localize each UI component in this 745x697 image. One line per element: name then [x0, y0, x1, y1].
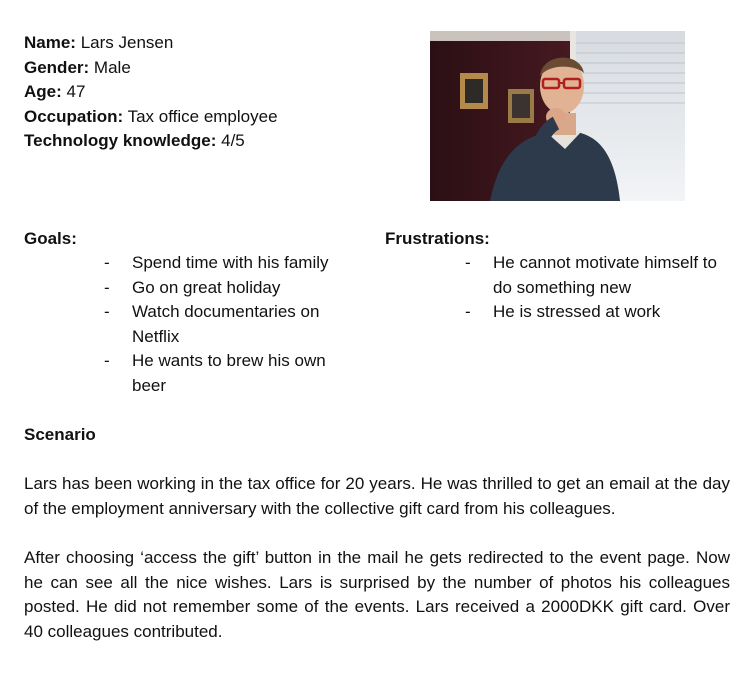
scenario-paragraph: Lars has been working in the tax office for 20 years. He was thrilled to get an email at the day of the employment anniversary with the collective gift card from his colleagues. — [24, 474, 730, 518]
tech-knowledge-row — [24, 129, 278, 154]
persona-photo — [430, 31, 685, 201]
tech-knowledge-value: 4/5 — [221, 131, 245, 150]
scenario-paragraph: After choosing ‘access the gift’ button in the mail he gets redirected to the event page. Now he can see all the nice wishes. Lars is surprised by the number of photos his colleagues posted. He did not remember some of the events. Lars received a 2000DKK gift card. Over 40 colleagues contributed. — [24, 548, 730, 641]
age-row — [24, 80, 278, 105]
goals-heading: Goals: — [24, 229, 77, 248]
frustrations-heading: Frustrations: — [385, 229, 490, 248]
occupation-value: Tax office employee — [127, 106, 278, 126]
scenario-heading: Scenario — [24, 425, 96, 444]
tech-knowledge-label: Technology knowledge: — [24, 131, 217, 150]
list-item: - Spend time with his family — [104, 251, 354, 276]
gender-row — [24, 56, 278, 81]
age-label: Age: — [24, 82, 62, 101]
persona-photo-illustration — [430, 31, 685, 201]
persona-info — [24, 31, 278, 154]
age-value: 47 — [66, 82, 86, 101]
frustrations-list — [465, 251, 730, 325]
gender-value: Male — [93, 57, 131, 77]
name-value: Lars Jensen — [80, 33, 174, 52]
list-item: - He cannot motivate himself to do something new — [465, 251, 730, 300]
list-item: - Go on great holiday — [104, 276, 354, 301]
occupation-label: Occupation: — [24, 106, 124, 126]
occupation-row — [24, 105, 278, 130]
name-label: Name: — [24, 33, 76, 52]
list-item: - He wants to brew his own beer — [104, 349, 354, 398]
list-item: - Watch documentaries on Netflix — [104, 300, 354, 349]
list-item: - He is stressed at work — [465, 300, 730, 325]
name-row — [24, 31, 278, 56]
gender-label: Gender: — [24, 57, 90, 77]
goals-list — [104, 251, 354, 398]
